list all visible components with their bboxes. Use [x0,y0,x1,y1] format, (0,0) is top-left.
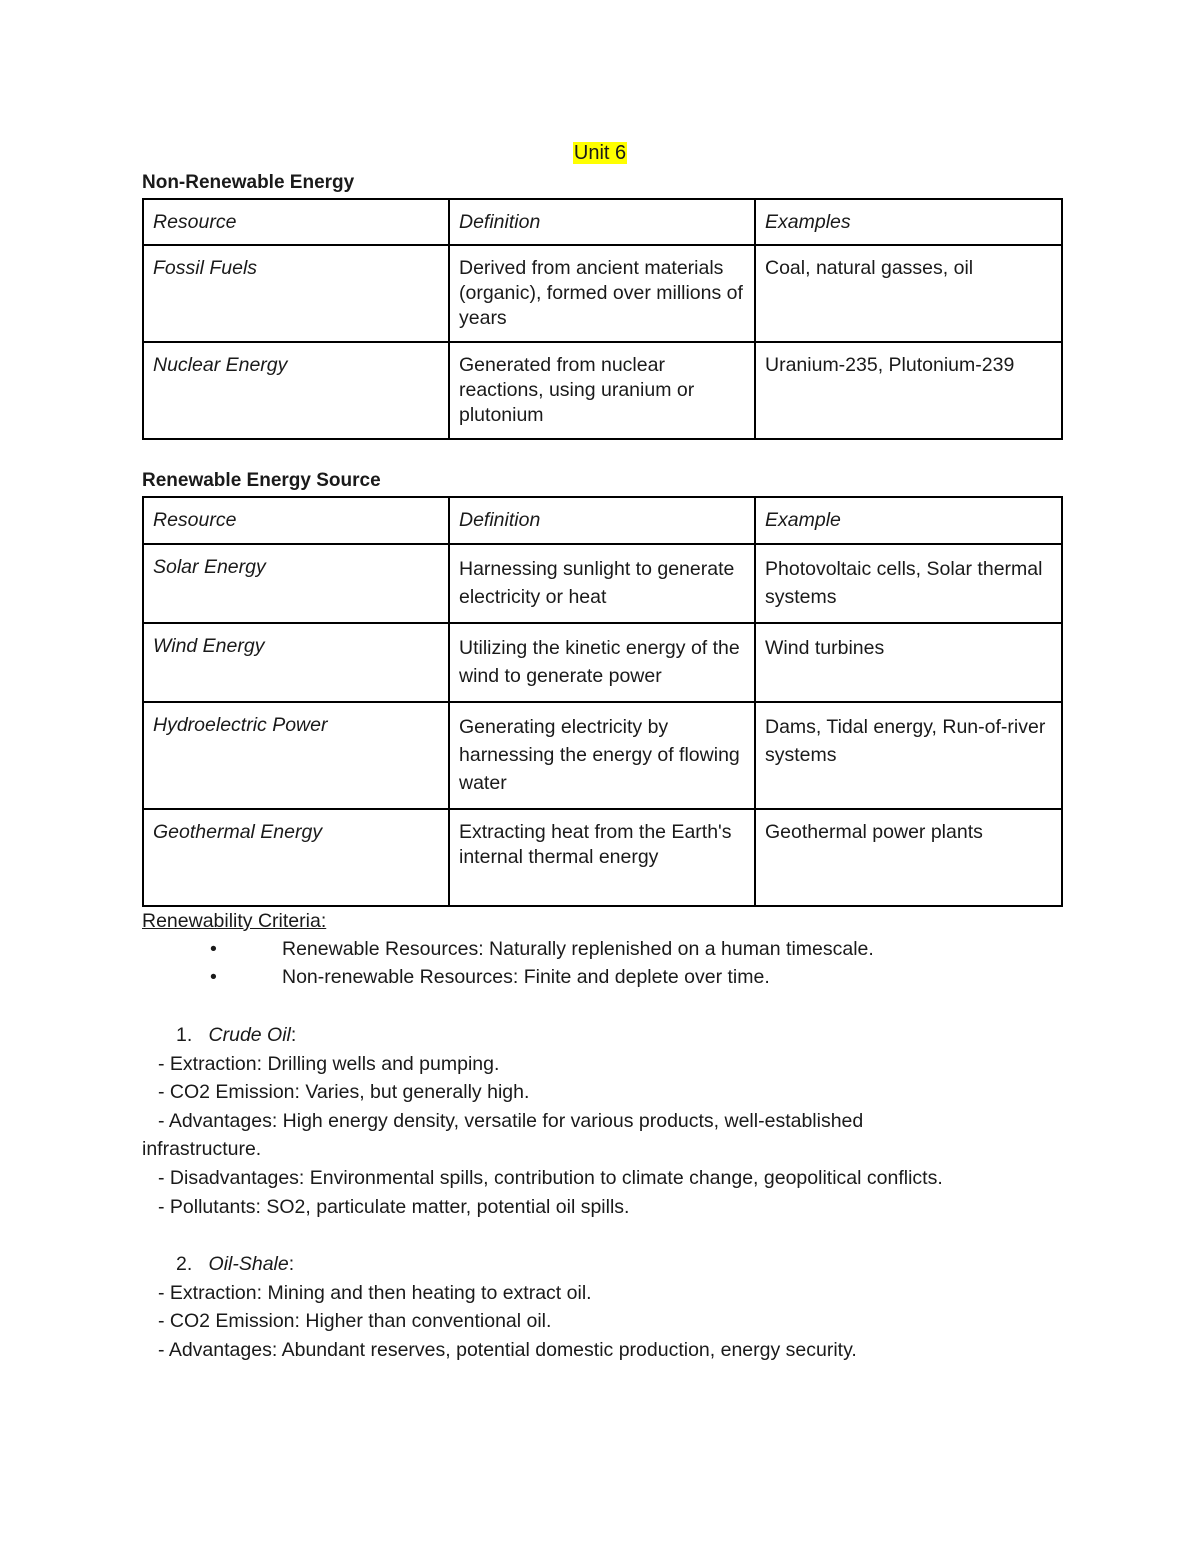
item-heading [142,1250,1102,1279]
bullet-text: Non-renewable Resources: Finite and deplete over time. [282,966,770,988]
item-number: 1. [176,1024,193,1046]
table-row [143,702,1062,809]
cell-examples: Geothermal power plants [755,809,1062,906]
header-examples: Examples [755,199,1062,245]
table-row [143,544,1062,623]
detail-line: - Extraction: Mining and then heating to extract oil. [158,1281,592,1304]
bullet-icon: • [210,938,217,960]
table-header-row [143,497,1062,544]
list-item [210,963,770,991]
table-row [143,342,1062,439]
detail-line: infrastructure. [142,1138,262,1161]
criteria-label: Renewability Criteria: [142,910,327,932]
cell-definition: Harnessing sunlight to generate electricity or heat [449,544,755,623]
detail-line: - Pollutants: SO2, particulate matter, potential oil spills. [158,1195,630,1218]
table-header-row [143,199,1062,245]
detail-line: - CO2 Emission: Higher than conventional oil. [158,1310,552,1333]
cell-examples: Uranium-235, Plutonium-239 [755,342,1062,439]
cell-resource: Solar Energy [143,544,449,623]
cell-examples: Dams, Tidal energy, Run-of-river systems [755,702,1062,809]
table-row [143,809,1062,906]
cell-definition: Generating electricity by harnessing the energy of flowing water [449,702,755,809]
renewability-criteria [142,907,326,935]
detail-line: - Advantages: Abundant reserves, potential domestic production, energy security. [158,1338,857,1361]
cell-definition: Derived from ancient materials (organic), formed over millions of years [449,245,755,342]
list-item [210,935,874,963]
item-name: Crude Oil [208,1024,291,1046]
cell-examples: Coal, natural gasses, oil [755,245,1062,342]
header-definition: Definition [449,199,755,245]
header-definition: Definition [449,497,755,544]
cell-definition: Utilizing the kinetic energy of the wind to generate power [449,623,755,702]
table-row [143,245,1062,342]
item-name: Oil-Shale [208,1253,289,1275]
cell-examples: Wind turbines [755,623,1062,702]
bullet-icon: • [210,966,217,988]
table-row [143,623,1062,702]
cell-resource: Hydroelectric Power [143,702,449,809]
renewable-heading: Renewable Energy Source [142,470,381,491]
cell-definition: Generated from nuclear reactions, using uranium or plutonium [449,342,755,439]
detail-line: - Advantages: High energy density, versatile for various products, well-established [158,1109,864,1132]
crude-oil-section [142,1021,1102,1221]
detail-line: - Extraction: Drilling wells and pumping. [158,1052,500,1075]
bullet-text: Renewable Resources: Naturally replenished on a human timescale. [282,938,874,960]
cell-resource: Fossil Fuels [143,245,449,342]
header-example: Example [755,497,1062,544]
header-resource: Resource [143,497,449,544]
cell-examples: Photovoltaic cells, Solar thermal systems [755,544,1062,623]
cell-definition: Extracting heat from the Earth's internal thermal energy [449,809,755,906]
item-heading [142,1021,1102,1050]
page-title: Unit 6 [573,142,627,164]
nonrenewable-table [142,198,1063,440]
oil-shale-section [142,1250,1102,1364]
item-suffix: : [290,1024,297,1046]
cell-resource: Geothermal Energy [143,809,449,906]
header-resource: Resource [143,199,449,245]
detail-line: - CO2 Emission: Varies, but generally high. [158,1081,530,1104]
cell-resource: Nuclear Energy [143,342,449,439]
renewable-table [142,496,1063,907]
nonrenewable-heading: Non-Renewable Energy [142,172,355,193]
item-suffix: : [288,1253,295,1275]
item-number: 2. [176,1253,193,1275]
detail-line: - Disadvantages: Environmental spills, contribution to climate change, geopolitical conflicts. [158,1166,943,1189]
title-row [0,140,1200,166]
cell-resource: Wind Energy [143,623,449,702]
